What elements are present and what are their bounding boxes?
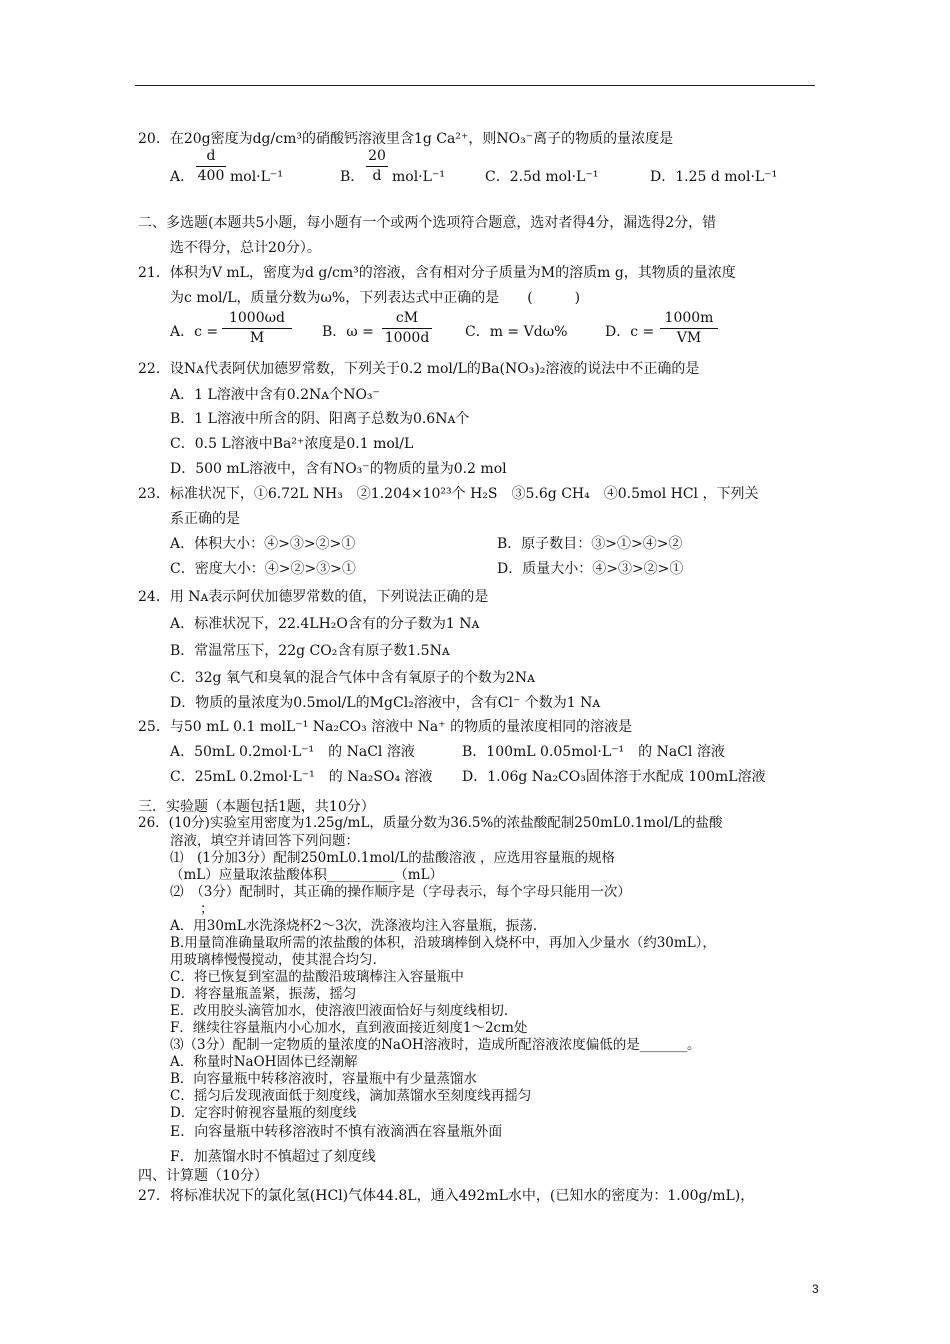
- q21-stem: 21．体积为V mL，密度为d g/cm³的溶液，含有相对分子质量为M的溶质m g，其物质的量浓度: [138, 265, 736, 281]
- fraction-bar: [222, 328, 292, 329]
- q26-step-b-cont: 用玻璃棒慢慢搅动，使其混合均匀.: [170, 952, 377, 968]
- q26-step-c: C．将已恢复到室温的盐酸沿玻璃棒注入容量瓶中: [170, 969, 464, 985]
- q22-stem: 22．设Nᴀ代表阿伏加德罗常数，下列关于0.2 mol/L的Ba(NO₃)₂溶液的说法中不正确的是: [138, 361, 700, 377]
- q26-reason-d: D．定容时俯视容量瓶的刻度线: [170, 1105, 357, 1121]
- q27-stem: 27．将标准状况下的氯化氢(HCl)气体44.8L，通入492mL水中，(已知水的密度为：1.00g/mL)，: [138, 1188, 755, 1204]
- q22-option-c: C．0.5 L溶液中Ba²⁺浓度是0.1 mol/L: [170, 436, 414, 452]
- q25-option-a: A．50mL 0.2mol·L⁻¹ 的 NaCl 溶液: [170, 744, 415, 760]
- fraction-denominator: d: [372, 168, 382, 184]
- q21-stem-cont: 为c mol/L，质量分数为ω%，下列表达式中正确的是 ( ): [170, 290, 581, 306]
- fraction-bar: [366, 166, 388, 167]
- q20-option-b-unit: mol·L⁻¹: [392, 169, 445, 185]
- fraction-numerator: 20: [368, 148, 386, 164]
- q22-option-d: D．500 mL溶液中，含有NO₃⁻的物质的量为0.2 mol: [170, 461, 507, 477]
- q24-option-a: A．标准状况下，22.4LH₂O含有的分子数为1 Nᴀ: [170, 616, 480, 632]
- q23-option-c: C．密度大小：④>②>③>①: [170, 561, 356, 577]
- q21-option-b-label: B．ω =: [322, 324, 374, 340]
- q26-reason-e: E．向容量瓶中转移溶液时不慎有液滴洒在容量瓶外面: [170, 1124, 503, 1140]
- fraction-bar: [382, 328, 432, 329]
- fraction-numerator: 1000m: [664, 310, 714, 326]
- q22-option-b: B．1 L溶液中所含的阴、阳离子总数为0.6Nᴀ个: [170, 411, 470, 427]
- q24-option-b: B．常温常压下，22g CO₂含有原子数1.5Nᴀ: [170, 643, 450, 659]
- q20-option-b-fraction: [366, 148, 388, 185]
- fraction-numerator: cM: [395, 310, 419, 326]
- section2-heading-cont: 选不得分，总计20分）。: [170, 240, 321, 256]
- q25-option-b: B．100mL 0.05mol·L⁻¹ 的 NaCl 溶液: [462, 744, 725, 760]
- fraction-denominator: 1000d: [384, 330, 430, 346]
- q20-option-a-unit: mol·L⁻¹: [230, 169, 283, 185]
- q23-option-a: A．体积大小：④>③>②>①: [170, 536, 356, 552]
- q26-step-f: F．继续往容量瓶内小心加水，直到液面接近刻度1～2cm处: [170, 1020, 528, 1036]
- section4-heading: 四、计算题（10分）: [138, 1168, 268, 1184]
- q21-option-a-fraction: [222, 310, 292, 347]
- q20-option-c: C．2.5d mol·L⁻¹: [485, 169, 599, 185]
- q26-reason-f: F．加蒸馏水时不慎超过了刻度线: [170, 1149, 376, 1165]
- q23-stem-cont: 系正确的是: [170, 511, 240, 527]
- q21-option-a-label: A．c =: [170, 324, 219, 340]
- q26-step-e: E．改用胶头滴管加水，使溶液凹液面恰好与刻度线相切.: [170, 1003, 509, 1019]
- q26-step-a: A．用30mL水洗涤烧杯2～3次，洗涤液均注入容量瓶，振荡.: [170, 918, 538, 934]
- q25-option-d: D．1.06g Na₂CO₃固体溶于水配成 100mL溶液: [462, 769, 766, 785]
- page-number: 3: [812, 1282, 819, 1296]
- q21-option-d-fraction: [660, 310, 718, 347]
- q26-step-b: B.用量筒准确量取所需的浓盐酸的体积，沿玻璃棒倒入烧杯中，再加入少量水（约30mL），: [170, 935, 716, 951]
- q23-stem: 23．标准状况下，①6.72L NH₃ ②1.204×10²³个 H₂S ③5.6g CH₄ ④0.5mol HCl ，下列关: [138, 486, 759, 502]
- section2-heading: 二、多选题(本题共5小题，每小题有一个或两个选项符合题意，选对者得4分，漏选得2分，错: [138, 215, 717, 231]
- q23-option-d: D．质量大小：④>③>②>①: [497, 561, 684, 577]
- q21-option-d-label: D．c =: [605, 324, 655, 340]
- q26-part2-cont: ；: [200, 901, 214, 917]
- header-rule: [135, 85, 815, 86]
- fraction-numerator: 1000ωd: [228, 310, 285, 326]
- q26-stem-cont: 溶液，填空并请回答下列问题：: [170, 833, 359, 849]
- q20-stem: 20．在20g密度为dg/cm³的硝酸钙溶液里含1g Ca²⁺，则NO₃⁻离子的物质的量浓度是: [138, 131, 674, 147]
- q26-part3: ⑶（3分）配制一定物质的量浓度的NaOH溶液时，造成所配溶液浓度偏低的是_______。: [170, 1037, 701, 1053]
- q20-option-b-label: B．: [340, 169, 365, 185]
- q26-stem: 26．(10分)实验室用密度为1.25g/mL，质量分数为36.5%的浓盐酸配制250mL0.1mol/L的盐酸: [138, 815, 723, 831]
- fraction-denominator: 400: [197, 168, 225, 184]
- fraction-denominator: M: [249, 330, 265, 346]
- q25-option-c: C．25mL 0.2mol·L⁻¹ 的 Na₂SO₄ 溶液: [170, 769, 433, 785]
- q20-option-d: D．1.25 d mol·L⁻¹: [650, 169, 778, 185]
- q26-part1-cont: （mL）应量取浓盐酸体积__________（mL）: [170, 867, 444, 883]
- fraction-bar: [196, 166, 226, 167]
- q26-part2: ⑵ （3分）配制时，其正确的操作顺序是（字母表示，每个字母只能用一次）: [170, 884, 631, 900]
- q23-option-b: B．原子数目：③>①>④>②: [497, 536, 683, 552]
- q26-reason-a: A．称量时NaOH固体已经潮解: [170, 1054, 358, 1070]
- q24-stem: 24．用 Nᴀ表示阿伏加德罗常数的值，下列说法正确的是: [138, 589, 489, 605]
- q24-option-d: D．物质的量浓度为0.5mol/L的MgCl₂溶液中，含有Cl⁻ 个数为1 Nᴀ: [170, 695, 601, 711]
- q26-reason-c: C．摇匀后发现液面低于刻度线，滴加蒸馏水至刻度线再摇匀: [170, 1088, 532, 1104]
- q22-option-a: A．1 L溶液中含有0.2Nᴀ个NO₃⁻: [170, 387, 380, 403]
- q26-step-d: D．将容量瓶盖紧，振荡，摇匀: [170, 986, 357, 1002]
- q26-reason-b: B．向容量瓶中转移溶液时，容量瓶中有少量蒸馏水: [170, 1071, 477, 1087]
- section3-heading: 三．实验题（本题包括1题，共10分）: [138, 799, 375, 815]
- q21-option-c: C．m = Vdω%: [465, 324, 568, 340]
- q26-part1: ⑴ (1分加3分）配制250mL0.1mol/L的盐酸溶液 ，应选用容量瓶的规格: [170, 850, 615, 866]
- q20-option-a-label: A．: [170, 169, 195, 185]
- q25-stem: 25．与50 mL 0.1 molL⁻¹ Na₂CO₃ 溶液中 Na⁺ 的物质的量浓度相同的溶液是: [138, 719, 633, 735]
- fraction-numerator: d: [206, 148, 216, 164]
- q20-option-a-fraction: [196, 148, 226, 185]
- fraction-denominator: VM: [676, 330, 702, 346]
- q24-option-c: C．32g 氧气和臭氧的混合气体中含有氧原子的个数为2Nᴀ: [170, 670, 536, 686]
- fraction-bar: [660, 328, 718, 329]
- q21-option-b-fraction: [382, 310, 432, 347]
